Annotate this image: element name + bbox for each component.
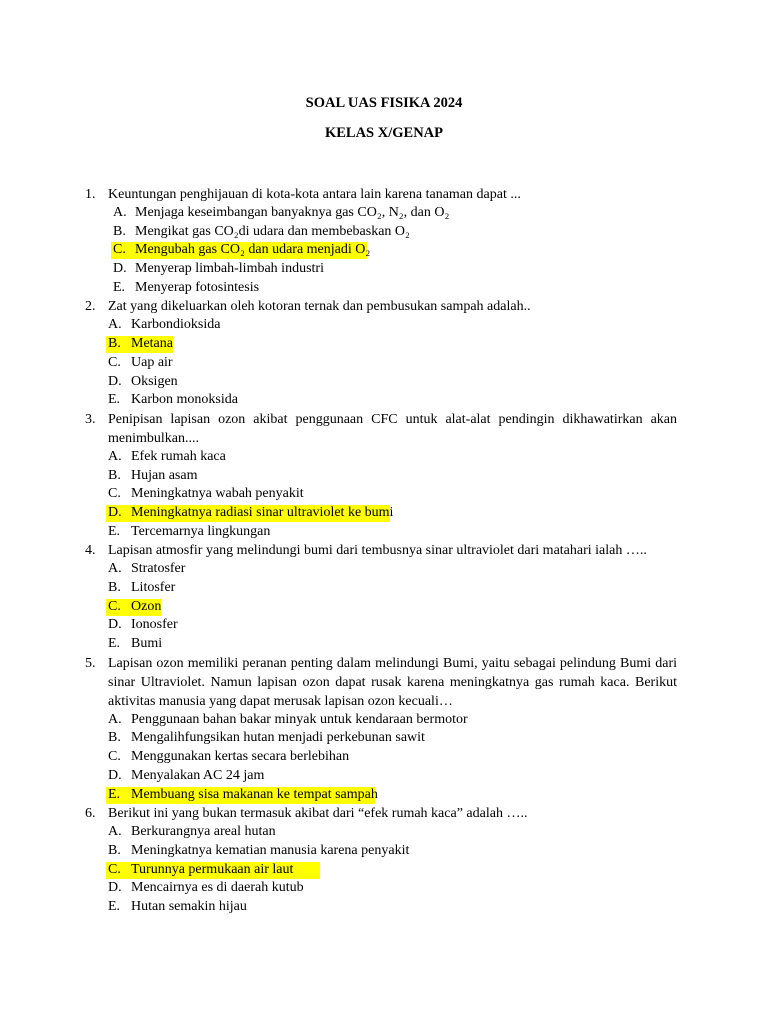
option-letter: E. [108, 392, 121, 408]
answer-option-d [0, 879, 768, 898]
option-text: Stratosfer [131, 561, 186, 577]
option-letter: B. [108, 842, 121, 858]
option-text: Turunnya permukaan air laut [131, 861, 294, 877]
option-text: Menjaga keseimbangan banyaknya gas CO₂, N₂, dan O₂ [135, 205, 450, 220]
question-text [0, 654, 768, 711]
answer-option-e [0, 523, 768, 542]
option-letter: E. [108, 636, 121, 652]
option-text: Menyalakan AC 24 jam [131, 767, 265, 783]
answer-option-b [0, 842, 768, 861]
option-letter: A. [108, 824, 122, 840]
answer-option-c [0, 861, 768, 880]
answer-option-b [0, 223, 768, 242]
option-text: Hujan asam [131, 467, 198, 483]
question-number: 5. [85, 655, 96, 671]
option-letter: C. [108, 861, 121, 877]
option-text: Meningkatnya kematian manusia karena penyakit [131, 842, 410, 858]
option-letter: D. [108, 617, 122, 633]
answer-option-b [0, 729, 768, 748]
option-letter: E. [108, 786, 121, 802]
option-letter: D. [108, 767, 122, 783]
answer-option-a [0, 448, 768, 467]
question-1 [0, 185, 768, 297]
question-number: 1. [85, 187, 96, 202]
question-list [0, 185, 768, 917]
option-text: Menggunakan kertas secara berlebihan [131, 749, 350, 765]
answer-option-e [0, 391, 768, 410]
answer-option-a [0, 711, 768, 730]
option-letter: D. [113, 261, 127, 277]
option-letter: B. [113, 223, 126, 239]
question-number: 3. [85, 411, 96, 427]
option-letter: C. [113, 242, 126, 258]
option-text: Meningkatnya radiasi sinar ultraviolet ke bumi [131, 504, 394, 520]
option-letter: D. [108, 504, 122, 520]
option-text: Uap air [131, 354, 173, 370]
answer-option-e [0, 786, 768, 805]
option-text: Efek rumah kaca [131, 448, 226, 464]
answer-option-b [0, 467, 768, 486]
question-text [0, 804, 768, 823]
question-body: Lapisan ozon memiliki peranan penting dalam melindungi Bumi, yaitu sebagai pelindung Bumi dari sinar Ultraviolet. Namun lapisan ozon dapat rusak karena meningkatnya gas rumah kaca. Berikut aktivitas manusia yang dapat merusak lapisan ozon kecuali… [108, 655, 677, 709]
option-text: Metana [131, 336, 173, 352]
answer-option-a [0, 316, 768, 335]
answer-option-c [0, 241, 768, 260]
question-number: 2. [85, 299, 96, 315]
answer-option-a [0, 204, 768, 223]
option-text: Ionosfer [131, 617, 178, 633]
answer-option-c [0, 485, 768, 504]
option-letter: C. [108, 749, 121, 765]
option-text: Menyerap limbah-limbah industri [135, 261, 324, 277]
option-letter: C. [108, 486, 121, 502]
answer-option-b [0, 335, 768, 354]
question-6 [0, 804, 768, 916]
question-body: Berikut ini yang bukan termasuk akibat dari “efek rumah kaca” adalah ….. [108, 806, 528, 822]
option-letter: A. [108, 711, 122, 727]
answer-option-d [0, 504, 768, 523]
question-text [0, 185, 768, 204]
option-text: Mengikat gas CO₂di udara dan membebaskan O₂ [135, 223, 410, 239]
question-body: Keuntungan penghijauan di kota-kota antara lain karena tanaman dapat ... [108, 187, 521, 202]
option-text: Menyerap fotosintesis [135, 279, 260, 295]
question-body: Lapisan atmosfir yang melindungi bumi dari tembusnya sinar ultraviolet dari matahari ialah ….. [108, 543, 647, 559]
answer-option-c [0, 748, 768, 767]
option-letter: E. [113, 279, 126, 295]
option-text: Mengubah gas CO₂ dan udara menjadi O₂ [135, 242, 371, 258]
answer-option-a [0, 823, 768, 842]
answer-option-d [0, 767, 768, 786]
option-text: Litosfer [131, 580, 176, 595]
question-body: Zat yang dikeluarkan oleh kotoran ternak dan pembusukan sampah adalah.. [108, 299, 531, 315]
answer-option-e [0, 635, 768, 654]
option-text: Bumi [131, 636, 163, 652]
answer-option-e [0, 898, 768, 917]
answer-option-d [0, 616, 768, 635]
option-text: Karbon monoksida [131, 392, 238, 408]
question-4 [0, 541, 768, 653]
question-number: 6. [85, 806, 96, 822]
question-2 [0, 297, 768, 409]
option-text: Hutan semakin hijau [131, 898, 247, 914]
answer-option-b [0, 579, 768, 598]
answer-option-d [0, 373, 768, 392]
option-letter: C. [108, 354, 121, 370]
option-text: Tercemarnya lingkungan [131, 523, 271, 539]
option-letter: E. [108, 898, 121, 914]
option-text: Karbondioksida [131, 317, 221, 333]
option-letter: A. [108, 317, 122, 333]
question-body: Penipisan lapisan ozon akibat penggunaan CFC untuk alat-alat pendingin dikhawatirkan akan menimbulkan.... [108, 411, 677, 446]
option-text: Mencairnya es di daerah kutub [131, 880, 304, 896]
exam-title: SOAL UAS FISIKA 2024 [305, 95, 463, 111]
option-text: Ozon [131, 598, 162, 614]
option-text: Mengalihfungsikan hutan menjadi perkebunan sawit [131, 730, 425, 746]
answer-option-e [0, 279, 768, 298]
question-3 [0, 410, 768, 541]
exam-class-subtitle: KELAS X/GENAP [324, 125, 444, 141]
question-number: 4. [85, 543, 96, 559]
option-letter: A. [113, 205, 127, 220]
answer-option-c [0, 354, 768, 373]
option-letter: B. [108, 580, 121, 595]
option-text: Berkurangnya areal hutan [131, 824, 276, 840]
option-letter: D. [108, 880, 122, 896]
answer-option-c [0, 598, 768, 617]
option-letter: E. [108, 523, 121, 539]
option-letter: A. [108, 561, 122, 577]
option-text: Oksigen [131, 373, 178, 389]
option-letter: D. [108, 373, 122, 389]
option-text: Penggunaan bahan bakar minyak untuk kendaraan bermotor [131, 711, 468, 727]
option-letter: C. [108, 598, 121, 614]
option-text: Membuang sisa makanan ke tempat sampah [131, 786, 378, 802]
answer-option-a [0, 560, 768, 579]
question-text [0, 410, 768, 448]
answer-option-d [0, 260, 768, 279]
question-text [0, 541, 768, 560]
option-letter: B. [108, 336, 121, 352]
question-text [0, 297, 768, 316]
option-text: Meningkatnya wabah penyakit [131, 486, 304, 502]
question-5 [0, 654, 768, 804]
option-letter: B. [108, 467, 121, 483]
option-letter: A. [108, 448, 122, 464]
option-letter: B. [108, 730, 121, 746]
